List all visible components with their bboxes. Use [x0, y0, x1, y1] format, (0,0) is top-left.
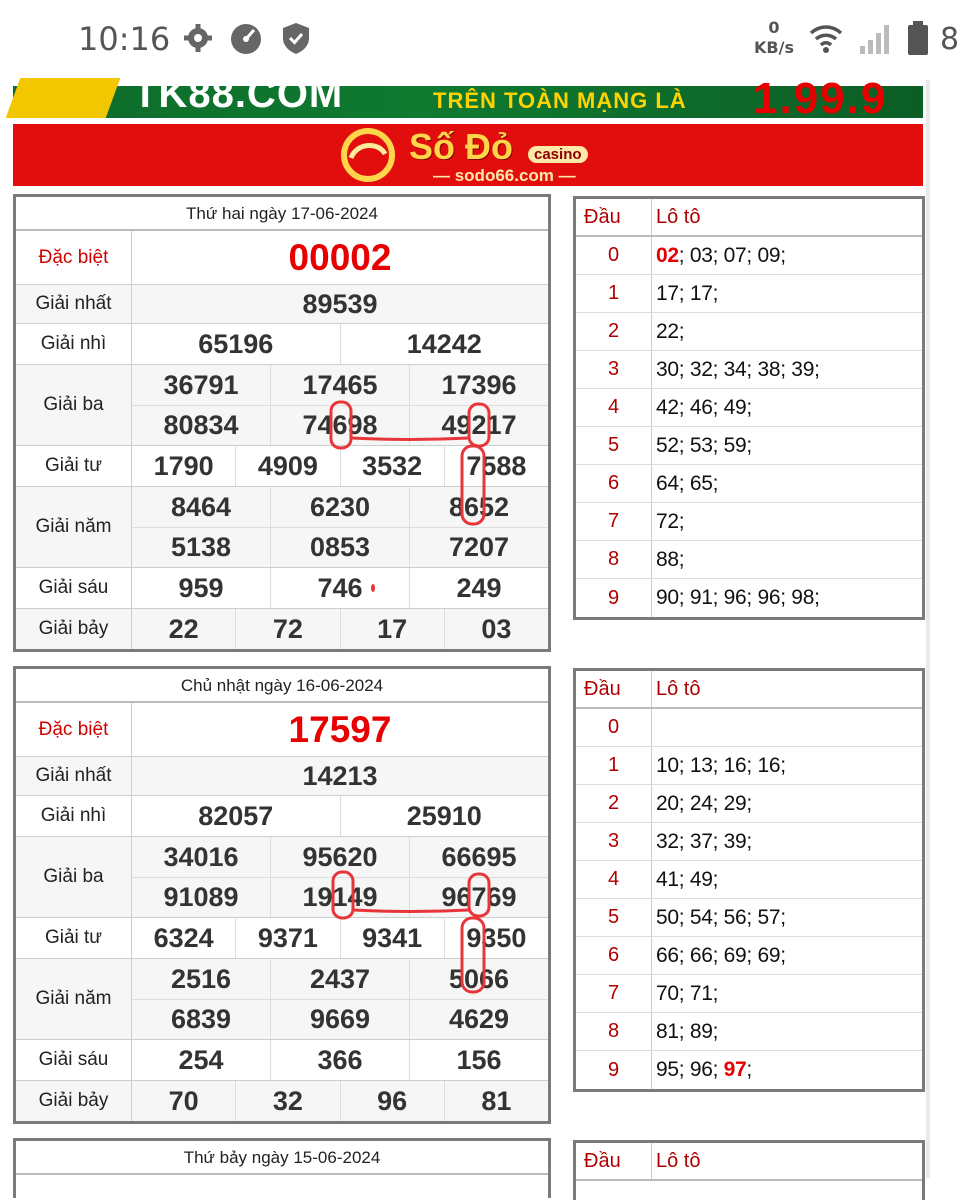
- prize-label: Giải ba: [16, 365, 132, 445]
- prize-number: 81: [444, 1081, 548, 1121]
- loto-dau: 4: [576, 389, 652, 426]
- loto-values: 88;: [656, 547, 685, 571]
- loto-dau: 1: [576, 747, 652, 784]
- speedometer-icon: [230, 20, 262, 56]
- loto-row: [576, 541, 922, 579]
- prize-number: 14242: [340, 324, 549, 364]
- status-time: 10:16: [78, 20, 171, 58]
- loto-head-loto: Lô tô: [656, 677, 701, 700]
- loto-dau: 0: [576, 237, 652, 274]
- loto-dau: 5: [576, 899, 652, 936]
- loto-row: [576, 389, 922, 427]
- prize-row-seventh: [16, 609, 548, 649]
- prize-row-seventh: [16, 1081, 548, 1121]
- loto-values: 41; 49;: [656, 867, 719, 891]
- prize-number: 1790: [153, 450, 214, 481]
- prize-row-special: [16, 703, 548, 757]
- loto-dau: 2: [576, 785, 652, 822]
- prize-number: 17597: [288, 708, 392, 750]
- loto-values: 50; 54; 56; 57;: [656, 905, 786, 929]
- sodo-url: — sodo66.com —: [433, 166, 576, 185]
- loto-dau: 4: [576, 861, 652, 898]
- prize-number: 17: [340, 609, 444, 649]
- loto-values: 20; 24; 29;: [656, 791, 752, 815]
- prize-number: 17396: [409, 365, 548, 405]
- loto-row: [576, 237, 922, 275]
- network-speed-value: 0: [768, 18, 780, 37]
- loto-values: 22;: [656, 319, 685, 343]
- prize-number: 9669: [270, 1000, 409, 1039]
- prize-label: Giải nhì: [16, 324, 132, 364]
- loto-row: [576, 823, 922, 861]
- prize-number: 8464: [170, 491, 232, 522]
- loto-values: 32; 37; 39;: [656, 829, 752, 853]
- prize-number: 32: [235, 1081, 339, 1121]
- result-date: Thứ hai ngày 17-06-2024: [16, 197, 548, 231]
- loto-row: [576, 465, 922, 503]
- loto-row: [576, 747, 922, 785]
- prize-label: Giải năm: [16, 959, 132, 1039]
- prize-label: Giải tư: [16, 446, 132, 486]
- prize-row-fourth: [16, 918, 548, 959]
- result-table-2: [13, 666, 551, 1124]
- prize-label: Giải bảy: [16, 609, 132, 649]
- prize-label: Giải nhất: [16, 285, 132, 323]
- prize-label: Giải sáu: [16, 568, 132, 608]
- loto-row: [576, 351, 922, 389]
- loto-dau: 3: [576, 351, 652, 388]
- loto-values: 17; 17;: [656, 281, 719, 305]
- loto-head-dau: Đầu: [576, 1143, 652, 1179]
- loto-header: [576, 1143, 922, 1181]
- prize-number: 156: [409, 1040, 548, 1080]
- prize-number: 4629: [409, 1000, 548, 1039]
- prize-number: 959: [178, 572, 224, 603]
- prize-number: 9350: [444, 918, 548, 958]
- prize-label: Đặc biệt: [16, 703, 132, 756]
- loto-values: 90; 91; 96; 96; 98;: [656, 586, 820, 609]
- loto-dau: 5: [576, 427, 652, 464]
- loto-rest: ;: [746, 1058, 752, 1081]
- result-table-1: [13, 194, 551, 652]
- loto-values: 64; 65;: [656, 471, 719, 495]
- ad-logo-shape: [6, 78, 121, 118]
- prize-label: Giải nhì: [16, 796, 132, 836]
- prize-number: 254: [178, 1044, 224, 1075]
- loto-dau: 9: [576, 579, 652, 617]
- prize-label: Giải nhất: [16, 757, 132, 795]
- prize-row-fifth: [16, 959, 548, 1040]
- loto-row: [576, 899, 922, 937]
- prize-label: Giải tư: [16, 918, 132, 958]
- battery-percent: 8: [940, 22, 959, 57]
- prize-number: 9371: [235, 918, 339, 958]
- loto-rest: ; 03; 07; 09;: [678, 243, 786, 267]
- loto-dau: 6: [576, 937, 652, 974]
- loto-row: [576, 785, 922, 823]
- result-date: Chủ nhật ngày 16-06-2024: [16, 669, 548, 703]
- loto-dau: 3: [576, 823, 652, 860]
- loto-head-loto: Lô tô: [656, 1149, 701, 1172]
- prize-label: Giải sáu: [16, 1040, 132, 1080]
- loto-table-1: [573, 196, 925, 620]
- prize-number: 17465: [270, 365, 409, 405]
- prize-row-second: [16, 796, 548, 837]
- prize-number: 9341: [340, 918, 444, 958]
- prize-number: 22: [168, 613, 199, 644]
- loto-row: [576, 1051, 922, 1089]
- loto-row: [576, 427, 922, 465]
- prize-number: 25910: [340, 796, 549, 836]
- prize-number: 36791: [163, 369, 239, 400]
- prize-row-fourth: [16, 446, 548, 487]
- prize-number: 6230: [270, 487, 409, 527]
- loto-values: 30; 32; 34; 38; 39;: [656, 357, 820, 381]
- loto-hot: 97: [723, 1058, 747, 1081]
- prize-label: Giải bảy: [16, 1081, 132, 1121]
- loto-header: [576, 199, 922, 237]
- prize-number: 82057: [198, 800, 274, 831]
- ad-domain: TK88.COM: [133, 72, 344, 116]
- loto-values: 81; 89;: [656, 1019, 719, 1043]
- prize-number: 19149: [270, 878, 409, 917]
- loto-values: 66; 66; 69; 69;: [656, 943, 786, 967]
- prize-number: 7588: [444, 446, 548, 486]
- prize-label: Giải năm: [16, 487, 132, 567]
- prize-label: Giải ba: [16, 837, 132, 917]
- loto-values: 10; 13; 16; 16;: [656, 753, 786, 777]
- ad-number: 1.99.9: [753, 74, 888, 123]
- prize-row-first: [16, 285, 548, 324]
- prize-number: 14213: [302, 760, 378, 791]
- prize-row-fifth: [16, 487, 548, 568]
- loto-values: 72;: [656, 509, 685, 533]
- prize-row-sixth: [16, 568, 548, 609]
- prize-number: 66695: [409, 837, 548, 877]
- prize-number: 4909: [235, 446, 339, 486]
- prize-row-first: [16, 757, 548, 796]
- prize-number: 80834: [163, 410, 239, 440]
- wifi-icon: [808, 20, 844, 56]
- prize-number: 2437: [270, 959, 409, 999]
- prize-number: 03: [444, 609, 548, 649]
- loto-hot: 02: [656, 243, 679, 267]
- prize-number: 00002: [288, 236, 392, 278]
- loto-dau: 9: [576, 1051, 652, 1089]
- prize-number: 746: [270, 568, 409, 608]
- loto-row: [576, 937, 922, 975]
- loto-dau: 7: [576, 503, 652, 540]
- loto-row: [576, 709, 922, 747]
- loto-values: 70; 71;: [656, 981, 719, 1005]
- loto-head-dau: Đầu: [576, 199, 652, 235]
- prize-number: 6839: [170, 1004, 232, 1034]
- loto-head-dau: Đầu: [576, 671, 652, 707]
- loto-head-loto: Lô tô: [656, 205, 701, 228]
- ad-banner-sodo[interactable]: [13, 124, 923, 186]
- status-bar: [0, 0, 959, 80]
- prize-number: 8652: [409, 487, 548, 527]
- loto-dau: 0: [576, 709, 652, 746]
- prize-row-sixth: [16, 1040, 548, 1081]
- loto-values: [652, 1058, 752, 1082]
- ad-banner-tk88[interactable]: [13, 72, 923, 123]
- prize-number: 5138: [170, 532, 232, 562]
- prize-number: 96: [340, 1081, 444, 1121]
- loto-header: [576, 671, 922, 709]
- loto-row: [576, 579, 922, 617]
- loto-dau: 2: [576, 313, 652, 350]
- sodo-brand: Số Đỏ: [409, 126, 513, 167]
- prize-number: 49217: [409, 406, 548, 445]
- ad-text: TRÊN TOÀN MẠNG LÀ: [433, 88, 687, 113]
- result-date: Thứ bảy ngày 15-06-2024: [16, 1141, 548, 1175]
- loto-row: [576, 975, 922, 1013]
- battery-icon: [904, 20, 932, 56]
- prize-number: 7207: [409, 528, 548, 567]
- prize-number: 2516: [170, 963, 232, 994]
- loto-row: [576, 503, 922, 541]
- loto-normal: 95; 96;: [656, 1058, 724, 1081]
- loto-row: [576, 861, 922, 899]
- shield-icon: [280, 20, 312, 56]
- sodo-casino: casino: [528, 146, 588, 163]
- prize-number: 3532: [340, 446, 444, 486]
- loto-values: 42; 46; 49;: [656, 395, 752, 419]
- prize-row-third: [16, 837, 548, 918]
- prize-number: 91089: [163, 882, 239, 912]
- prize-number: 366: [270, 1040, 409, 1080]
- loto-row: [576, 313, 922, 351]
- prize-number: 95620: [270, 837, 409, 877]
- loto-values: 52; 53; 59;: [656, 433, 752, 457]
- prize-label: Đặc biệt: [16, 231, 132, 284]
- loto-table-2: [573, 668, 925, 1092]
- loto-values: [652, 244, 786, 268]
- network-speed-unit: KB/s: [754, 38, 794, 57]
- prize-number: 89539: [302, 288, 378, 319]
- loto-dau: 6: [576, 465, 652, 502]
- result-table-3: [13, 1138, 551, 1198]
- prize-number: 6324: [153, 922, 214, 953]
- prize-number: 70: [168, 1085, 199, 1116]
- loto-dau: 7: [576, 975, 652, 1012]
- signal-icon: [858, 20, 892, 56]
- prize-number: 72: [235, 609, 339, 649]
- prize-number: 5066: [409, 959, 548, 999]
- scrollbar[interactable]: [926, 80, 930, 1178]
- prize-number: 0853: [270, 528, 409, 567]
- loto-row: [576, 1013, 922, 1051]
- loto-dau: 1: [576, 275, 652, 312]
- prize-number: 65196: [198, 328, 274, 359]
- loto-table-3: [573, 1140, 925, 1200]
- gear-icon: [182, 20, 214, 56]
- loto-dau: 8: [576, 1013, 652, 1050]
- prize-row-third: [16, 365, 548, 446]
- loto-row: [576, 275, 922, 313]
- network-speed: [754, 18, 794, 58]
- prize-number: 96769: [409, 878, 548, 917]
- prize-number: 74698: [270, 406, 409, 445]
- prize-row-special: [16, 231, 548, 285]
- prize-number: 34016: [163, 841, 239, 872]
- sodo-logo-icon: [333, 128, 403, 182]
- loto-dau: 8: [576, 541, 652, 578]
- prize-number: 249: [409, 568, 548, 608]
- prize-row-second: [16, 324, 548, 365]
